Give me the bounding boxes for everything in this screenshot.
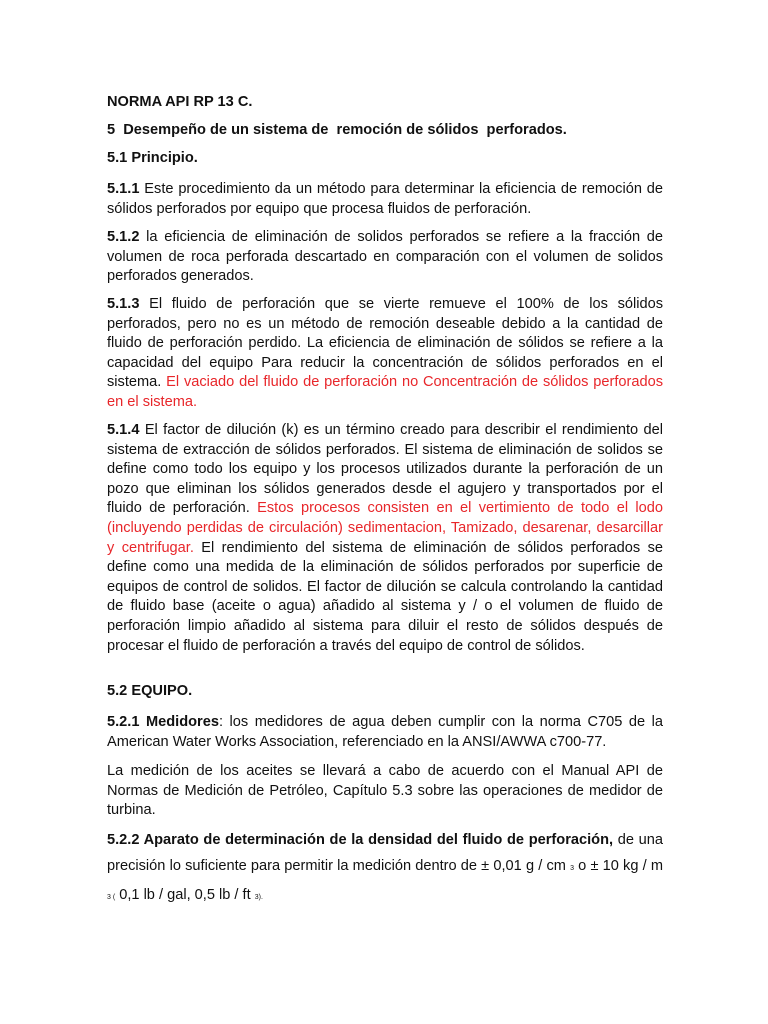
red-annotation: Estos procesos consisten en el vertimiento de todo el lodo (incluyendo perdidas de circulación) sedimentacion, Tamizado, desarenar, desarcillar y centrifugar. — [107, 500, 663, 556]
superscript-3: 3). — [254, 894, 263, 901]
superscript-3: 3 ( — [107, 894, 116, 901]
paragraph-text: El factor de dilución (k) es un término creado para describir el rendimiento del sistema de extracción de sólidos perforados. El sistema de eliminación de solidos se define como todo los equipo y los procesos utilizados durante la perforación de un pozo que eliminan los sólidos generados desde el agujero y transportados por el fluido de perforación. — [107, 422, 663, 517]
paragraph-5-2-1-oils: La medición de los aceites se llevará a cabo de acuerdo con el Manual API de Normas de Medición de Petróleo, Capítulo 5.3 sobre las operaciones de medidor de turbina. — [107, 763, 663, 819]
document-title: NORMA API RP 13 C. — [107, 94, 253, 110]
red-annotation: El vaciado del fluido de perforación no Concentración de sólidos perforados en el sistema. — [107, 374, 663, 410]
paragraph-text: : los medidores de agua deben cumplir con la norma C705 de la American Water Works Association, referenciado en la ANSI/AWWA c700-77. — [107, 714, 664, 750]
paragraph-text-continued: El rendimiento del sistema de eliminación de sólidos perforados se define como una medida de la eliminación de sólidos perforados por superficie de equipos de control de solidos. El factor de dilución se calcula controlando la cantidad de fluido base (aceite o agua) añadido al sistema y / o el volumen de fluido de perforación limpio añadido al sistema para diluir el resto de sólidos después de procesar el fluido de perforación a través del equipo de control de sólidos. — [107, 539, 663, 654]
paragraph-text: o ± 10 kg / m — [574, 858, 664, 874]
paragraph-5-2-2 — [107, 827, 663, 911]
paragraph-text: El fluido de perforación que se vierte remueve el 100% de los sólidos perforados, pero no es un método de remoción deseable debido a la cantidad de fluido de perforación perdido. La eficiencia de eliminación de sólidos se refiere a la capacidad del equipo Para reducir la concentración de sólidos perforados en el sistema. — [107, 296, 663, 391]
paragraph-number: 5.2.1 Medidores — [107, 714, 219, 730]
paragraph-text: la eficiencia de eliminación de solidos perforados se refiere a la fracción de volumen de roca perforada descartado en comparación con el volumen de solidos perforados generados. — [107, 229, 663, 285]
paragraph-5-1-2 — [107, 228, 663, 287]
paragraph-number: 5.1.1 — [107, 181, 140, 197]
paragraph-number: 5.1.4 — [107, 422, 140, 438]
paragraph-number: 5.2.2 Aparato de determinación de la densidad del fluido de perforación, — [107, 832, 614, 848]
section-5-heading: 5 Desempeño de un sistema de remoción de sólidos perforados. — [107, 122, 567, 138]
paragraph-number: 5.1.2 — [107, 229, 140, 245]
paragraph-5-2-1 — [107, 713, 663, 752]
superscript-3: 3 — [570, 865, 574, 872]
paragraph-number: 5.1.3 — [107, 296, 140, 312]
paragraph-text: de una precisión lo suficiente para permitir la medición dentro de ± 0,01 g / cm — [107, 832, 663, 874]
section-5-1-heading: 5.1 Principio. — [107, 150, 198, 166]
section-5-2-heading: 5.2 EQUIPO. — [107, 683, 193, 699]
paragraph-text: 0,1 lb / gal, 0,5 lb / ft — [115, 887, 255, 903]
paragraph-5-1-4 — [107, 421, 663, 656]
paragraph-5-1-3 — [107, 295, 663, 413]
paragraph-text: Este procedimiento da un método para determinar la eficiencia de remoción de sólidos perforados por equipo que procesa fluidos de perforación. — [107, 181, 663, 217]
paragraph-5-1-1 — [107, 180, 663, 219]
